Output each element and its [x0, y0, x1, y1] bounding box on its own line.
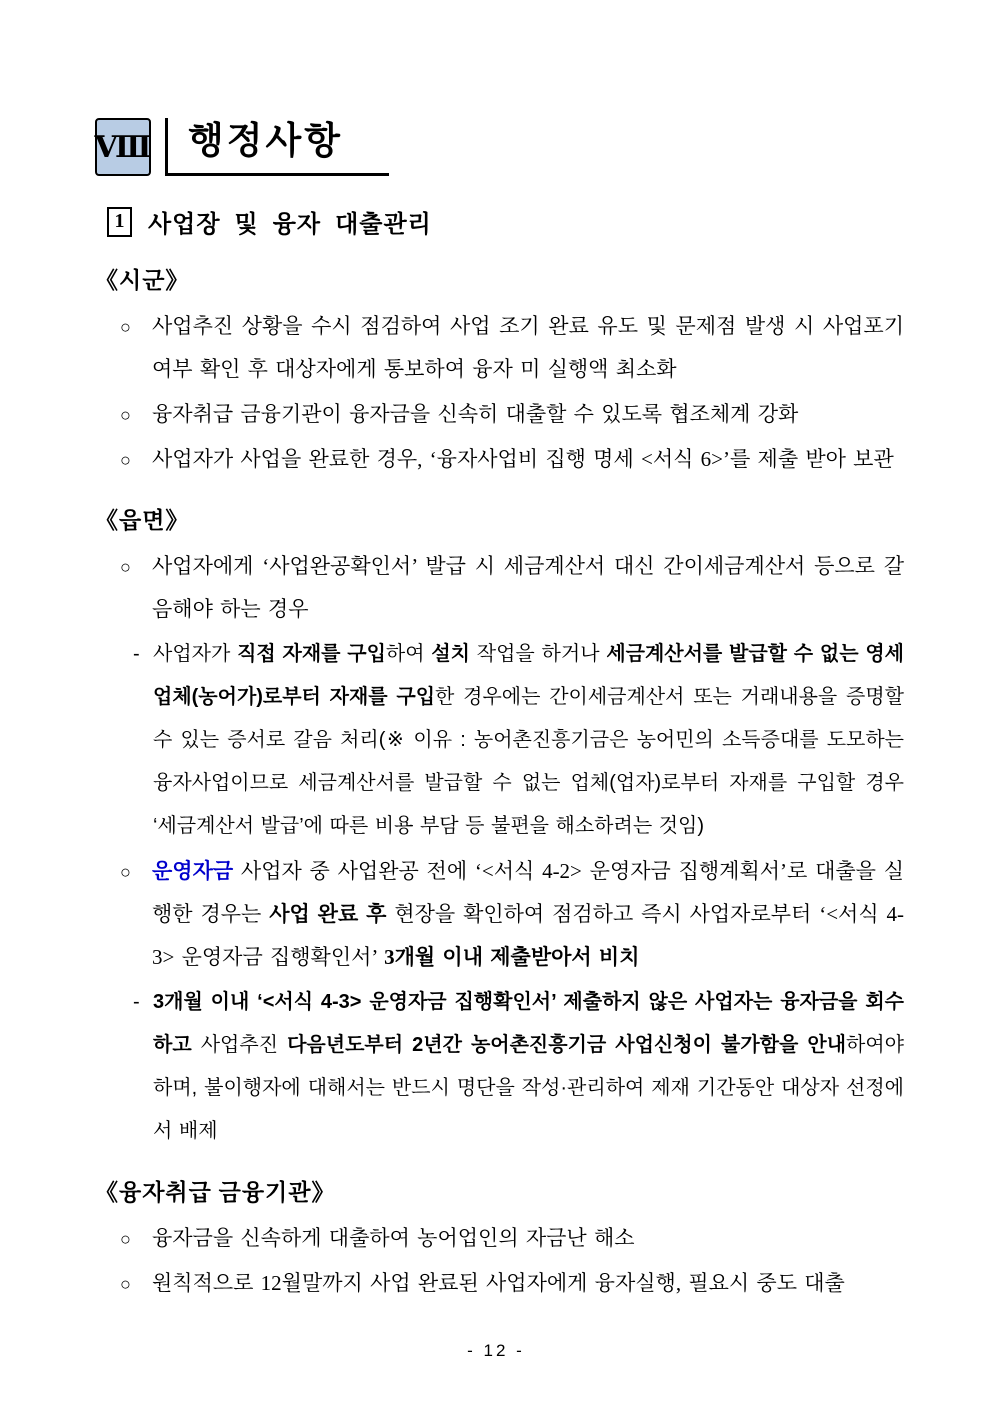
circle-bullet-icon: ○: [120, 1229, 131, 1249]
subheader-title: 사업장 및 융자 대출관리: [148, 212, 432, 238]
list-item: [95, 305, 904, 391]
dash-bullet-icon: -: [133, 991, 140, 1013]
circle-bullet-icon: ○: [120, 862, 131, 882]
text-run-bold: 설치: [431, 643, 470, 665]
list-item: [95, 1217, 904, 1260]
list-item: [95, 393, 904, 436]
text-run-blue: 운영자금: [152, 859, 234, 883]
subheader-number-box: 1: [107, 207, 132, 237]
text-run: 사업자가 사업을 완료한 경우, ‘융자사업비 집행 명세 <서식 6>’를 제출 받아 보관: [152, 447, 894, 471]
circle-bullet-icon: ○: [120, 557, 131, 577]
text-run: 작업을 하거나: [470, 643, 607, 665]
chapter-header: [95, 118, 904, 176]
circle-bullet-icon: ○: [120, 450, 131, 470]
section-sigun: [95, 265, 904, 481]
section-eupmyeon: [95, 505, 904, 1153]
circle-bullet-icon: ○: [120, 405, 131, 425]
text-run: 하여: [385, 643, 432, 665]
list-item: [95, 850, 904, 979]
text-run: 사업추진 상황을 수시 점검하여 사업 조기 완료 유도 및 문제점 발생 시 사업포기 여부 확인 후 대상자에게 통보하여 융자 미 실행액 최소화: [152, 314, 904, 381]
section-heading: 《시군》: [95, 268, 190, 293]
section-heading: 《융자취급 금융기관》: [95, 1180, 336, 1205]
text-run: 사업자가: [153, 643, 238, 665]
list-item: [95, 438, 904, 481]
circle-bullet-icon: ○: [120, 1274, 131, 1294]
text-run-bold: 3개월 이내 제출받아서 비치: [384, 945, 640, 969]
text-run: 융자금을 신속하게 대출하여 농어업인의 자금난 해소: [152, 1226, 635, 1250]
text-run-bold: 3개월 이내 ‘<서식 4-3> 운영자금 집행확인서’ 제출하지 않은 사업자는 융자금을 회수하고: [153, 991, 904, 1056]
list-item: [95, 1262, 904, 1305]
text-run-bold: 직접 자재를 구입: [237, 643, 386, 665]
text-run-bold: 다음년도부터 2년간 농어촌진흥기금 사업신청이 불가함을 안내: [287, 1034, 847, 1056]
text-run: 융자취급 금융기관이 융자금을 신속히 대출할 수 있도록 협조체계 강화: [152, 402, 799, 426]
text-run: 한 경우에는 간이세금계산서 또는 거래내용을 증명할 수 있는 증서로 갈음 처리(※ 이유 : 농어촌진흥기금은 농어민의 소득증대를 도모하는 융자사업이므로 세금계산서를 발급할 수 없는 업체(업자)로부터 자재를 구입할 경우 ‘세금계산서 발급’에 따른 비용 부담 등 불편을 해소하려는 것임): [153, 686, 904, 837]
chapter-title: 행정사항: [188, 120, 343, 161]
text-run: 하여야 하며, 불이행자에 대해서는 반드시 명단을 작성·관리하여 제재 기간동안 대상자 선정에서 배제: [153, 1034, 904, 1142]
list-item: [95, 545, 904, 631]
text-run-bold: 세금계산서를 발급할 수 없는 영세업체(농어가)로부터 자재를 구입: [153, 643, 904, 708]
text-run: 사업자에게 ‘사업완공확인서’ 발급 시 세금계산서 대신 간이세금계산서 등으로 갈음해야 하는 경우: [152, 554, 904, 621]
text-run: 사업자 중 사업완공 전에 ‘<서식 4-2> 운영자금 집행계획서’로 대출을 실행한 경우는: [152, 859, 904, 926]
chapter-title-block: [165, 118, 389, 176]
page-number: - 12 -: [467, 1341, 525, 1360]
section-subheader: [107, 204, 904, 239]
text-run: 원칙적으로 12월말까지 사업 완료된 사업자에게 융자실행, 필요시 중도 대출: [152, 1271, 845, 1295]
section-finance-institution: [95, 1177, 904, 1305]
circle-bullet-icon: ○: [120, 317, 131, 337]
sub-list-item: [95, 981, 904, 1153]
sub-list-item: [95, 633, 904, 848]
section-heading: 《읍면》: [95, 508, 190, 533]
chapter-numeral-box: [95, 118, 151, 176]
text-run: 현장을 확인하여 점검하고 즉시 사업자로부터 ‘<서식 4-3> 운영자금 집행확인서’: [152, 902, 904, 969]
dash-bullet-icon: -: [133, 643, 140, 665]
text-run: 사업추진: [200, 1034, 288, 1056]
chapter-numeral: Ⅷ: [94, 130, 152, 164]
text-run-bold: 사업 완료 후: [269, 902, 387, 926]
